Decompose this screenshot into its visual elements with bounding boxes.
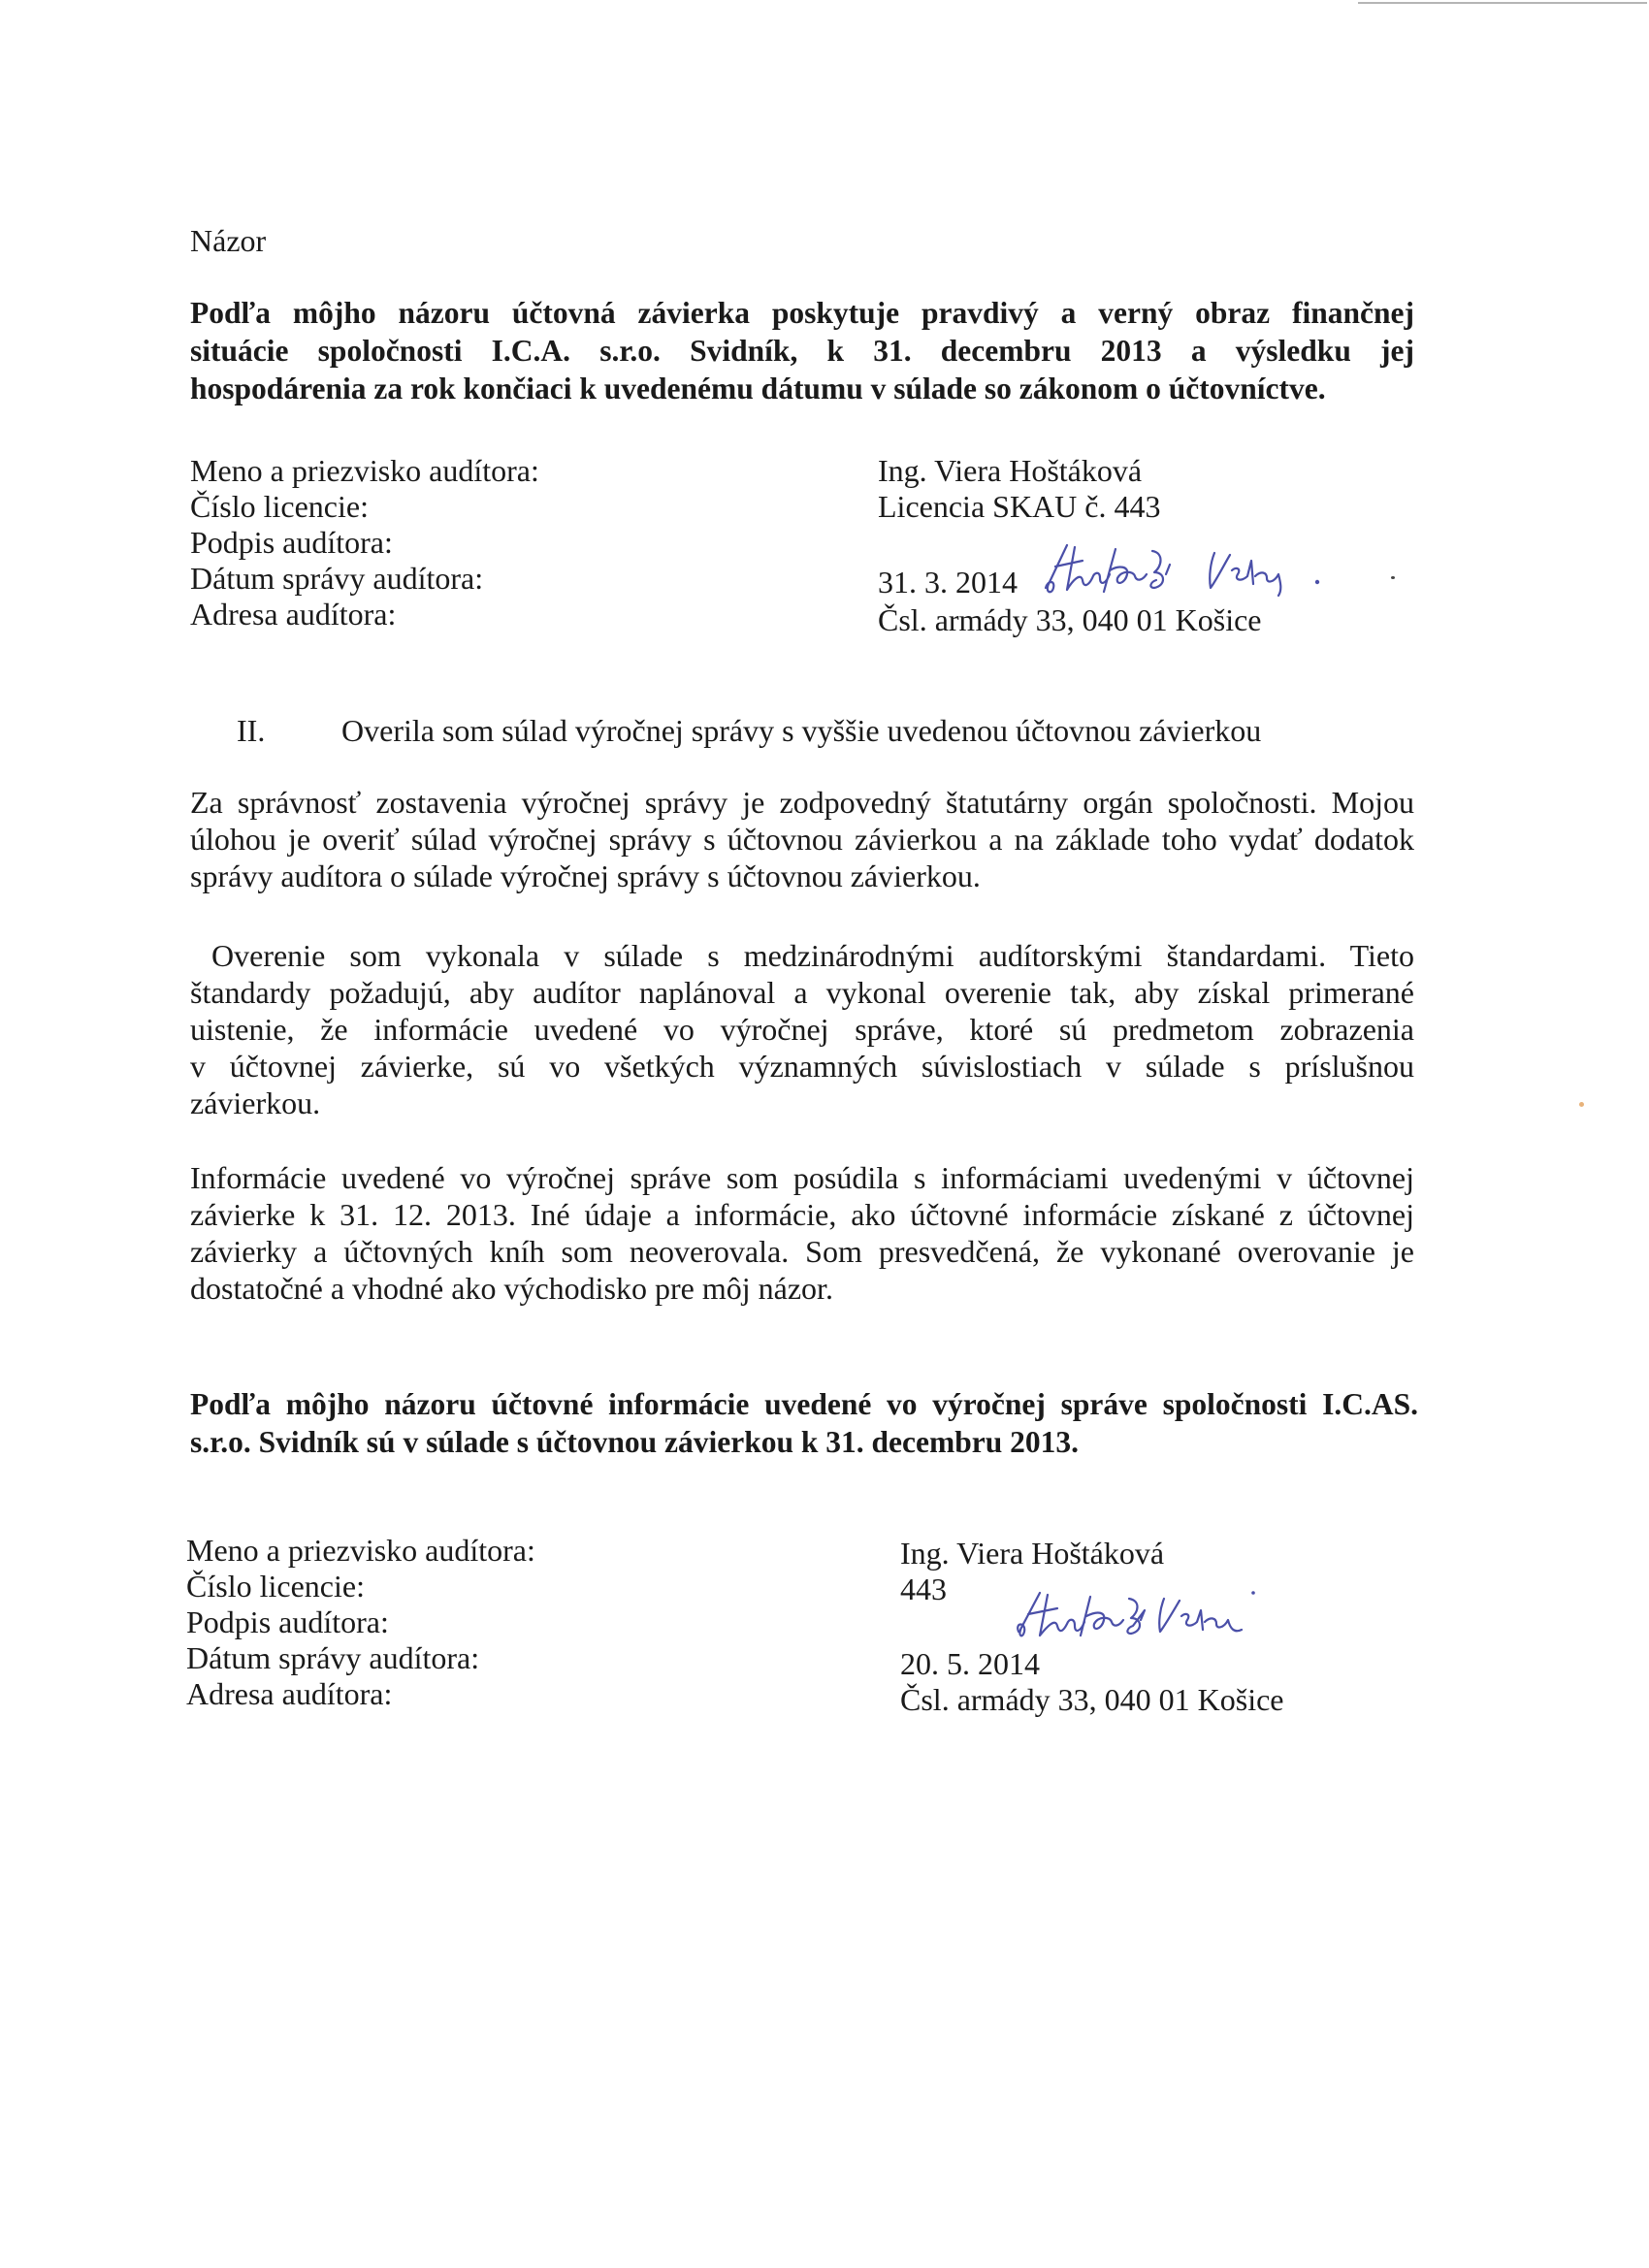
paragraph-line: Overenie som vykonala v súlade s medzinárodnými audítorskými štandardami. Tieto xyxy=(211,938,1414,973)
paragraph-line: Za správnosť zostavenia výročnej správy je zodpovedný štatutárny orgán spoločnosti. Mojou xyxy=(190,785,1414,820)
label-auditor-name: Meno a priezvisko audítora: xyxy=(186,1533,535,1568)
paragraph-responsibility xyxy=(190,784,1414,894)
paragraph-line: závierky a účtovných kníh som neoverovala. Som presvedčená, že vykonané overovanie je xyxy=(190,1234,1414,1269)
handwritten-signature-1 xyxy=(1038,532,1329,609)
scan-edge-line xyxy=(1358,2,1647,4)
value-address: Čsl. armády 33, 040 01 Košice xyxy=(878,602,1262,637)
section-title: Overila som súlad výročnej správy s vyššie uvedenou účtovnou závierkou xyxy=(341,713,1262,748)
opinion-block-1 xyxy=(190,294,1414,407)
paragraph-line: dostatočné a vhodné ako východisko pre môj názor. xyxy=(190,1271,833,1306)
label-auditor-name: Meno a priezvisko audítora: xyxy=(190,453,539,488)
opinion-line: s.r.o. Svidník sú v súlade s účtovnou závierkou k 31. decembru 2013. xyxy=(190,1425,1079,1459)
label-date: Dátum správy audítora: xyxy=(190,561,484,596)
value-date: 20. 5. 2014 xyxy=(900,1646,1040,1681)
label-license: Číslo licencie: xyxy=(190,489,369,524)
opinion-block-2 xyxy=(190,1385,1418,1461)
value-license: Licencia SKAU č. 443 xyxy=(878,489,1161,524)
section-number: II. xyxy=(237,713,266,748)
value-date: 31. 3. 2014 xyxy=(878,565,1018,599)
paragraph-line: správy audítora o súlade výročnej správy s účtovnou závierkou. xyxy=(190,859,981,893)
label-date: Dátum správy audítora: xyxy=(186,1640,480,1675)
value-license: 443 xyxy=(900,1571,947,1606)
handwritten-signature-2 xyxy=(1009,1581,1271,1649)
value-auditor-name: Ing. Viera Hoštáková xyxy=(878,453,1143,488)
paragraph-standards xyxy=(211,937,1414,974)
paragraph-line: uistenie, že informácie uvedené vo výročnej správe, ktoré sú predmetom zobrazenia xyxy=(190,1012,1414,1047)
scan-speck xyxy=(1391,576,1395,579)
paragraph-line: štandardy požadujú, aby audítor naplánoval a vykonal overenie tak, aby získal primerané xyxy=(190,975,1414,1010)
label-signature: Podpis audítora: xyxy=(190,525,393,560)
value-address: Čsl. armády 33, 040 01 Košice xyxy=(900,1682,1284,1717)
paragraph-line: závierkou. xyxy=(190,1085,321,1120)
paragraph-standards-cont xyxy=(190,974,1414,1121)
paragraph-line: Informácie uvedené vo výročnej správe som posúdila s informáciami uvedenými v účtovnej xyxy=(190,1160,1414,1195)
scan-speck xyxy=(1579,1102,1584,1107)
label-license: Číslo licencie: xyxy=(186,1569,365,1604)
paragraph-line: závierke k 31. 12. 2013. Iné údaje a informácie, ako účtovné informácie získané z účtovnej xyxy=(190,1197,1414,1232)
value-auditor-name: Ing. Viera Hoštáková xyxy=(900,1536,1165,1571)
opinion-line: Podľa môjho názoru účtovné informácie uvedené vo výročnej správe spoločnosti I.C.AS. xyxy=(190,1387,1418,1421)
paragraph-line: úlohou je overiť súlad výročnej správy s účtovnou závierkou a na základe toho vydať dodatok xyxy=(190,822,1414,857)
section-heading: Názor xyxy=(190,223,267,258)
opinion-line: Podľa môjho názoru účtovná závierka poskytuje pravdivý a verný obraz finančnej xyxy=(190,296,1414,330)
paragraph-line: v účtovnej závierke, sú vo všetkých významných súvislostiach v súlade s príslušnou xyxy=(190,1049,1414,1084)
label-signature: Podpis audítora: xyxy=(186,1604,389,1639)
opinion-line: hospodárenia za rok končiaci k uvedenému dátumu v súlade so zákonom o účtovníctve. xyxy=(190,372,1326,405)
opinion-line: situácie spoločnosti I.C.A. s.r.o. Svidník, k 31. decembru 2013 a výsledku jej xyxy=(190,334,1414,368)
label-address: Adresa audítora: xyxy=(186,1676,393,1711)
label-address: Adresa audítora: xyxy=(190,597,397,632)
paragraph-review xyxy=(190,1159,1414,1307)
